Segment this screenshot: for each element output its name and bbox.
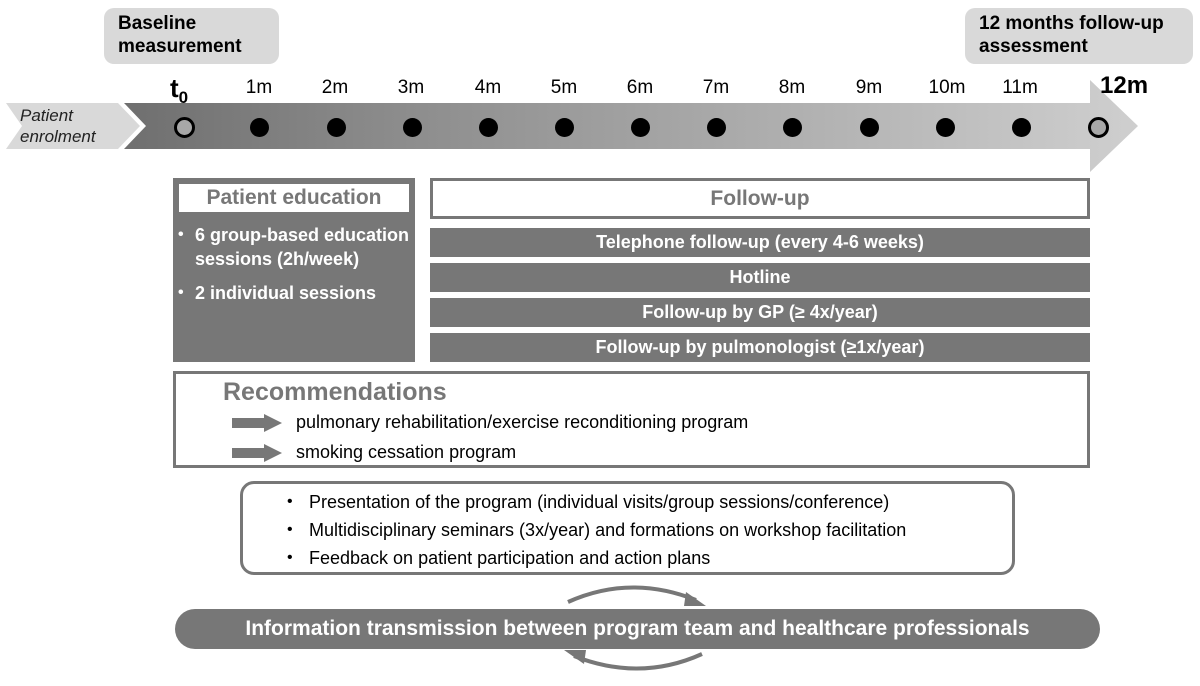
tick-label: 8m bbox=[778, 77, 806, 98]
followup-assessment-label: 12 months follow-up assessment bbox=[965, 8, 1193, 64]
list-item: • 2 individual sessions bbox=[173, 281, 415, 305]
follow-up-bar-telephone: Telephone follow-up (every 4-6 weeks) bbox=[430, 228, 1090, 257]
cycle-arrow-top-icon bbox=[560, 580, 710, 608]
list-item: • Presentation of the program (individual visits/group sessions/conference) bbox=[243, 488, 1012, 516]
tick-label: 1m bbox=[245, 77, 273, 98]
tick-label: 11m bbox=[1002, 77, 1038, 98]
tick-label: 10m bbox=[928, 77, 966, 98]
recommendations-title: Recommendations bbox=[223, 378, 447, 406]
timeline-dot bbox=[1012, 118, 1031, 137]
follow-up-bar-gp: Follow-up by GP (≥ 4x/year) bbox=[430, 298, 1090, 327]
patient-enrolment-label: Patient enrolment bbox=[20, 106, 96, 146]
follow-up-bar-pulmonologist: Follow-up by pulmonologist (≥1x/year) bbox=[430, 333, 1090, 362]
t0-main: t bbox=[170, 73, 179, 103]
tick-label: 2m bbox=[321, 77, 349, 98]
t0-subscript: 0 bbox=[178, 88, 189, 108]
tick-label: 7m bbox=[702, 77, 730, 98]
timeline-dot-end bbox=[1088, 117, 1109, 138]
end-label-12m: 12m bbox=[1100, 72, 1149, 99]
baseline-measurement-label: Baseline measurement bbox=[104, 8, 279, 64]
recommendations-panel bbox=[173, 371, 1090, 468]
recommendation-text: smoking cessation program bbox=[296, 442, 517, 462]
patient-education-title: Patient education bbox=[176, 181, 412, 215]
recommendation-item bbox=[176, 407, 1087, 437]
timeline-dot bbox=[327, 118, 346, 137]
arrow-right-icon bbox=[232, 444, 282, 462]
timeline-dot bbox=[783, 118, 802, 137]
recommendation-text: pulmonary rehabilitation/exercise reconditioning program bbox=[296, 412, 749, 432]
patient-education-panel bbox=[173, 178, 415, 362]
patient-education-list bbox=[173, 223, 415, 305]
tick-label: 9m bbox=[855, 77, 883, 98]
tick-label: 5m bbox=[550, 77, 578, 98]
follow-up-bar-hotline: Hotline bbox=[430, 263, 1090, 292]
timeline-dot bbox=[860, 118, 879, 137]
timeline-dot bbox=[250, 118, 269, 137]
timeline-dot bbox=[479, 118, 498, 137]
timeline-dot bbox=[403, 118, 422, 137]
timeline-dot-start bbox=[174, 117, 195, 138]
professionals-panel bbox=[240, 481, 1015, 575]
professionals-list bbox=[243, 488, 1012, 572]
recommendation-item bbox=[176, 437, 1087, 467]
tick-label: 3m bbox=[397, 77, 425, 98]
t0-label bbox=[170, 74, 188, 112]
list-item: • Feedback on patient participation and action plans bbox=[243, 544, 1012, 572]
timeline-dot bbox=[936, 118, 955, 137]
timeline-dot bbox=[707, 118, 726, 137]
timeline-dot bbox=[631, 118, 650, 137]
tick-label: 4m bbox=[474, 77, 502, 98]
cycle-arrow-bottom-icon bbox=[560, 648, 710, 678]
list-item: • 6 group-based education sessions (2h/week) bbox=[173, 223, 415, 271]
follow-up-title: Follow-up bbox=[430, 178, 1090, 219]
information-transmission-banner: Information transmission between program team and healthcare professionals bbox=[175, 609, 1100, 649]
tick-label: 6m bbox=[626, 77, 654, 98]
list-item: • Multidisciplinary seminars (3x/year) and formations on workshop facilitation bbox=[243, 516, 1012, 544]
timeline-dot bbox=[555, 118, 574, 137]
arrow-right-icon bbox=[232, 414, 282, 432]
